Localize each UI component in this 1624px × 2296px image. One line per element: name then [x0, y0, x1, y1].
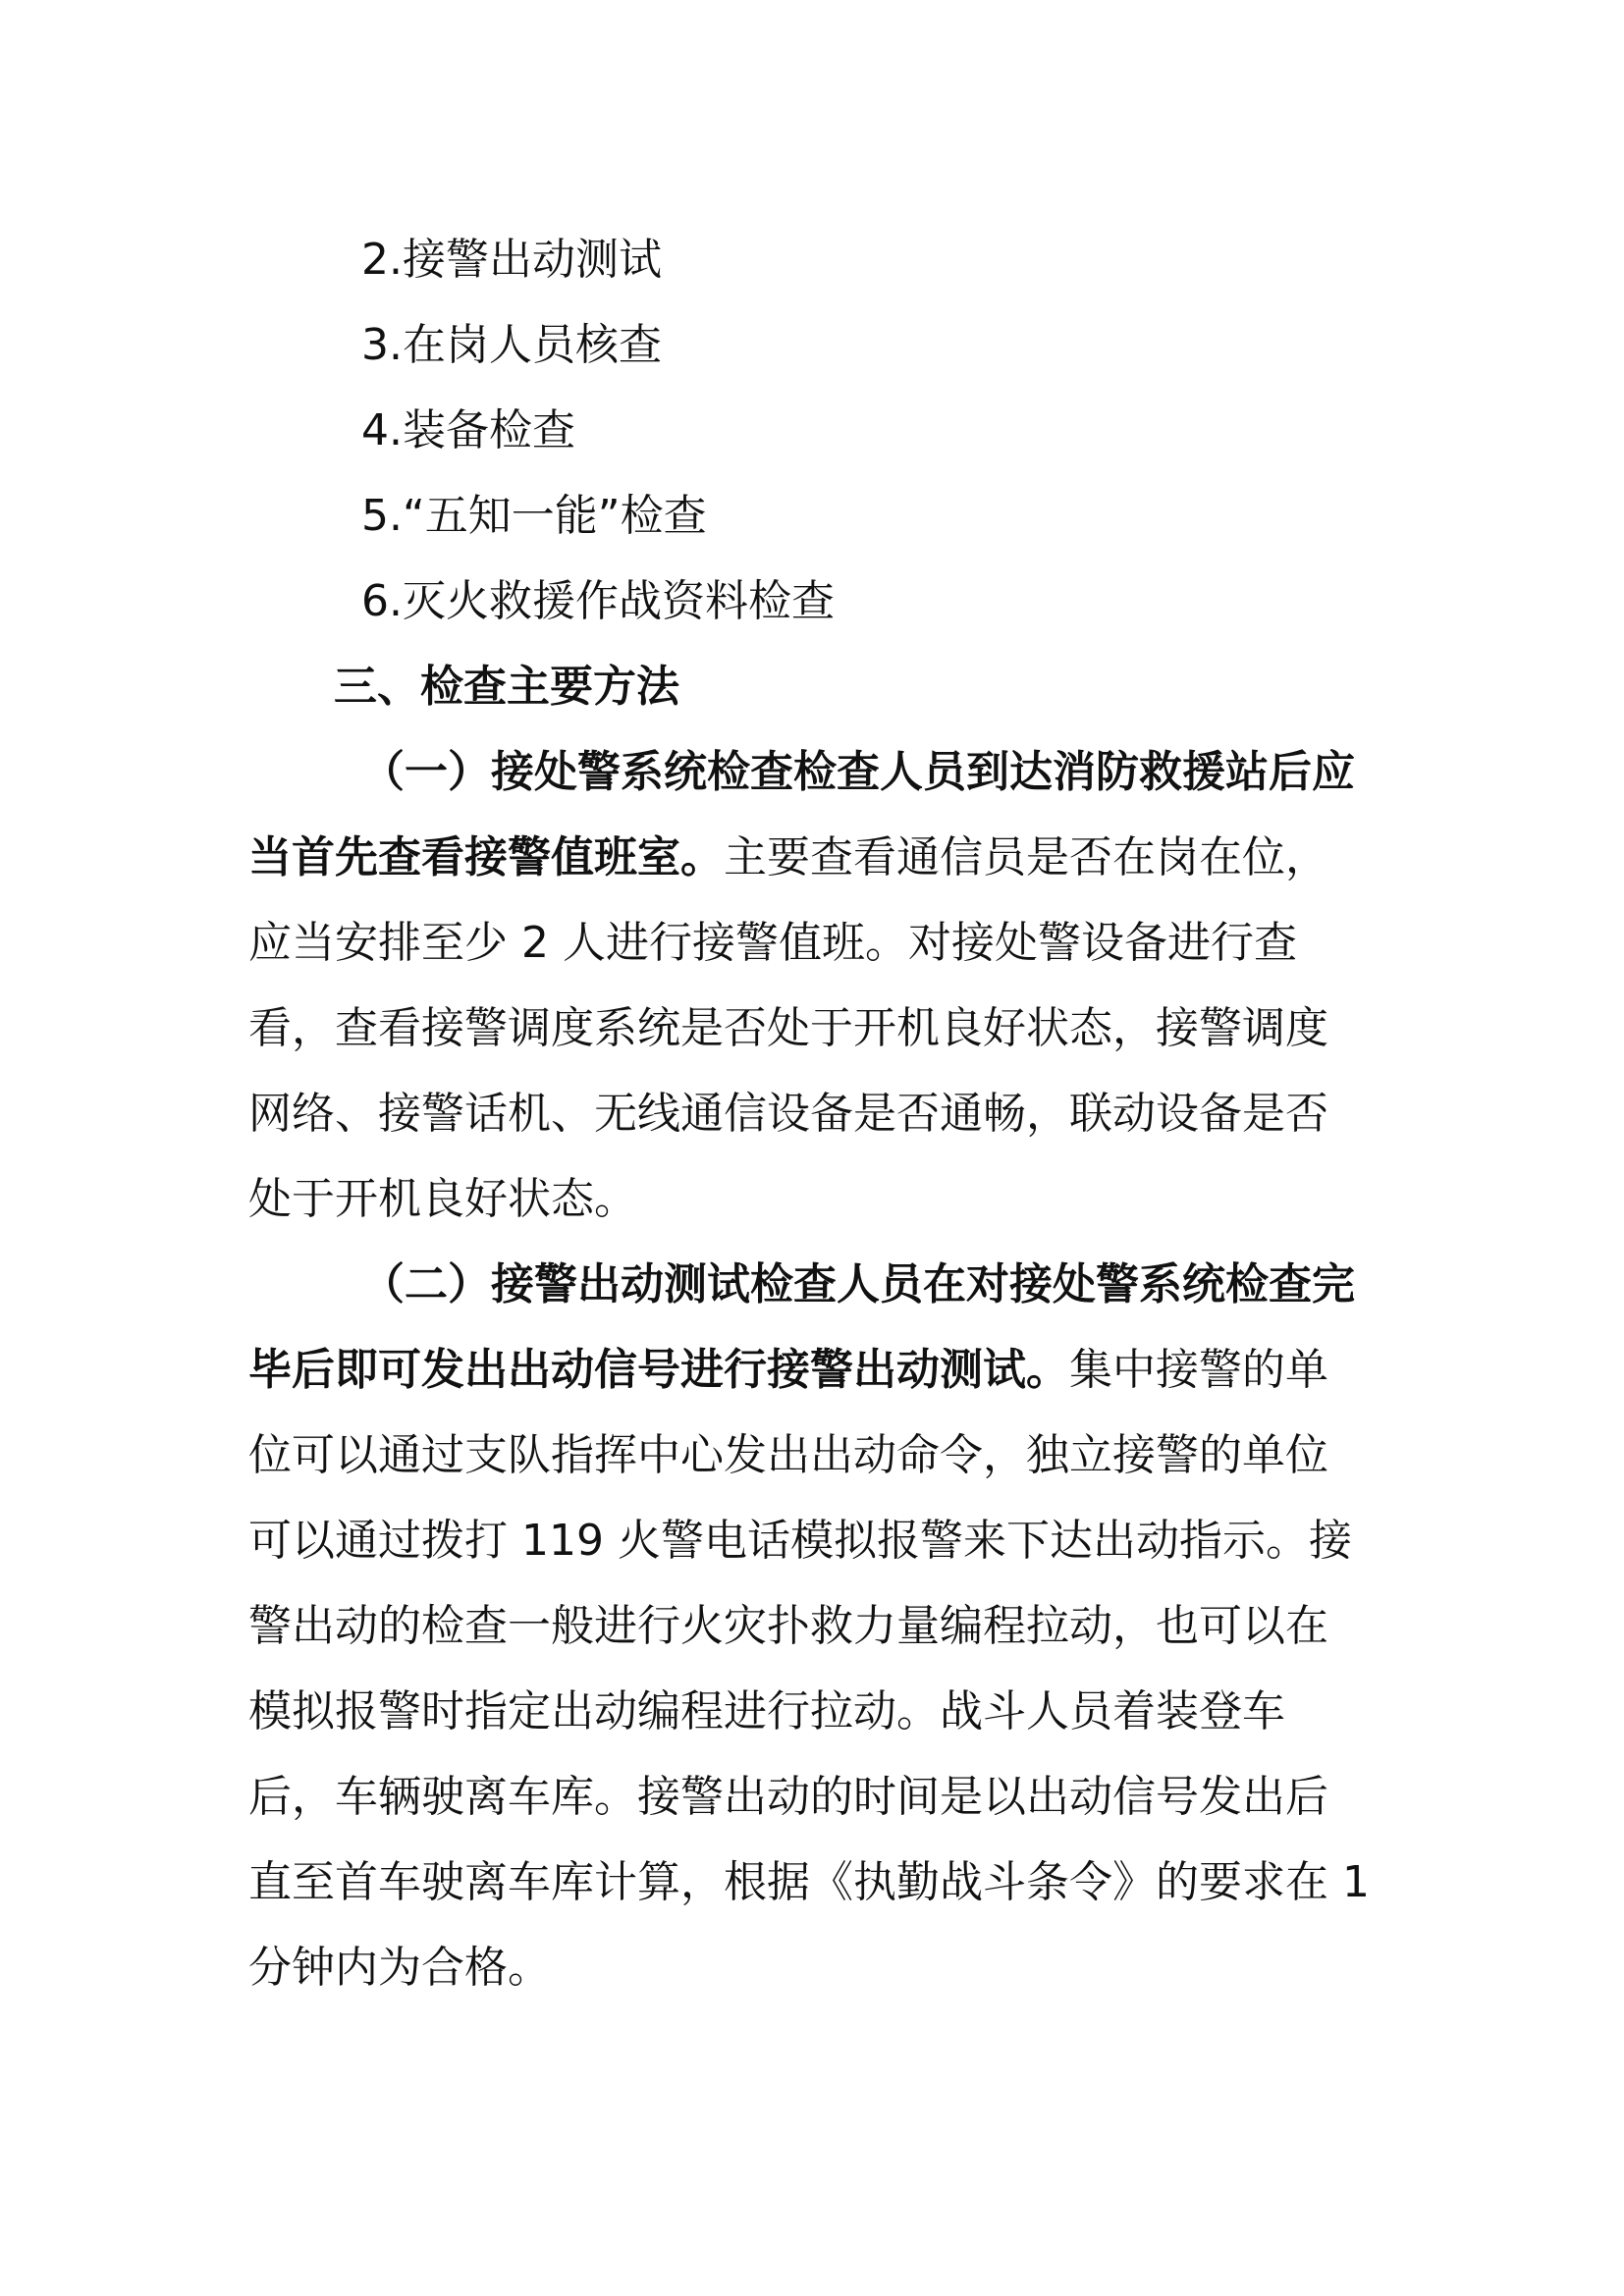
- list-item: 5.“五知一能”检查: [361, 491, 707, 541]
- paragraph-line: 警出动的检查一般进行火灾扑救力量编程拉动，也可以在: [248, 1601, 1328, 1651]
- paragraph-line: 后，车辆驶离车库。接警出动的时间是以出动信号发出后: [248, 1772, 1328, 1822]
- paragraph-line: [248, 828, 1328, 887]
- paragraph-line: 处于开机良好状态。: [248, 1174, 637, 1224]
- paragraph-line: 网络、接警话机、无线通信设备是否通畅，联动设备是否: [248, 1089, 1328, 1139]
- paragraph-line: 位可以通过支队指挥中心发出出动命令，独立接警的单位: [248, 1430, 1328, 1480]
- paragraph-line-bold: （二）接警出动测试检查人员在对接处警系统检查完: [361, 1259, 1355, 1309]
- paragraph-line: 可以通过拨打 119 火警电话模拟报警来下达出动指示。接: [248, 1516, 1352, 1566]
- paragraph-lead-bold: 当首先查看接警值班室。: [248, 832, 724, 882]
- paragraph-line: 模拟报警时指定出动编程进行拉动。战斗人员着装登车: [248, 1686, 1285, 1736]
- paragraph-line: 直至首车驶离车库计算，根据《执勤战斗条令》的要求在 1: [248, 1857, 1370, 1907]
- list-item: 2.接警出动测试: [361, 235, 662, 285]
- paragraph-line: 应当安排至少 2 人进行接警值班。对接处警设备进行查: [248, 918, 1297, 968]
- paragraph-line: 分钟内为合格。: [248, 1943, 551, 1993]
- paragraph-line-bold: （一）接处警系统检查检查人员到达消防救援站后应: [361, 747, 1355, 797]
- paragraph-lead-bold: 毕后即可发出出动信号进行接警出动测试。: [248, 1345, 1069, 1395]
- paragraph-text: 集中接警的单: [1069, 1345, 1328, 1395]
- section-heading: 三、检查主要方法: [334, 662, 679, 712]
- paragraph-text: 主要查看通信员是否在岗在位，: [724, 832, 1328, 882]
- list-item: 4.装备检查: [361, 405, 575, 455]
- paragraph-line: 看，查看接警调度系统是否处于开机良好状态，接警调度: [248, 1003, 1328, 1053]
- list-item: 6.灭火救援作战资料检查: [361, 576, 835, 626]
- paragraph-line: [248, 1341, 1328, 1400]
- list-item: 3.在岗人员核查: [361, 320, 662, 370]
